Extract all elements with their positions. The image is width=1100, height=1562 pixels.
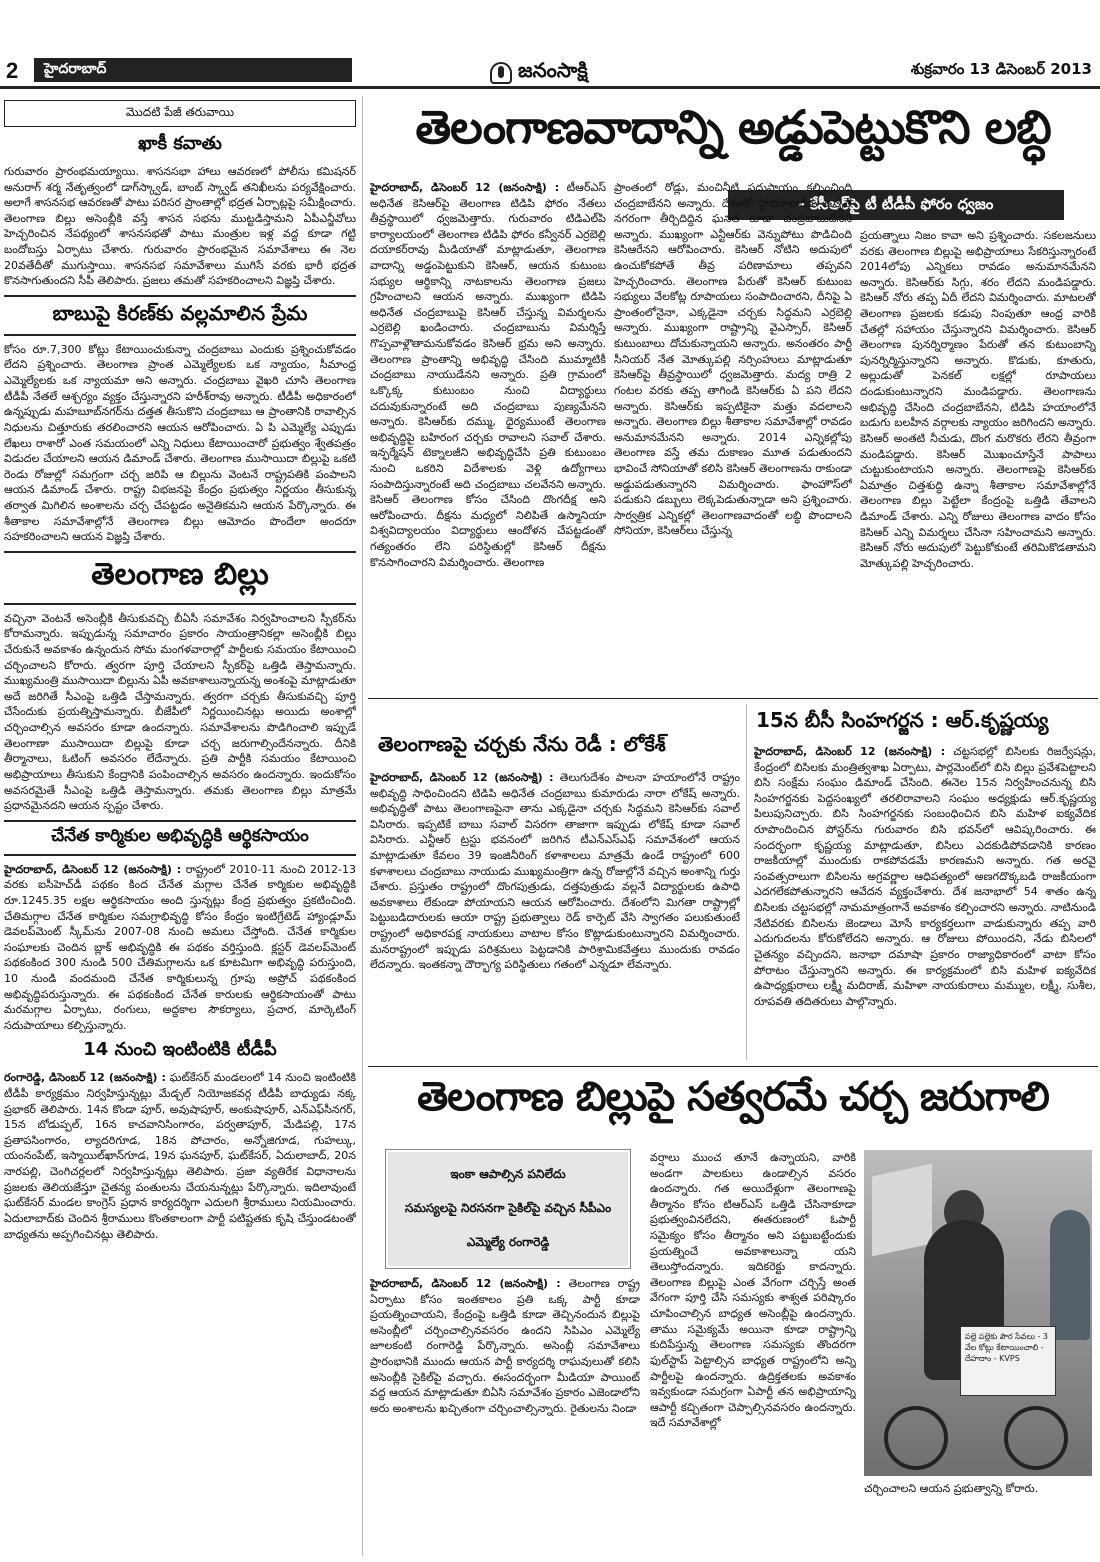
story-title: తెలంగాణపై చర్చకు నేను రెడీ : లోకేశ్ (378, 732, 666, 756)
bill-headline: తెలంగాణ బిల్లుపై సత్వరమే చర్చ జరుగాలి (417, 1074, 1049, 1120)
story-title: తెలంగాణ బిల్లు (4, 551, 356, 605)
column-divider (746, 704, 747, 1060)
story-body (370, 1276, 640, 1416)
story-body (370, 180, 606, 570)
story-text: రాష్ట్రంలో 2010-11 నుంచి 2012-13 వరకు ఐసీహెచ్‌డీ పథకం కింద చేనేత మగ్గాల చేనేత కార్మికుల అభివృద్ధికి రూ.1245.35 లక్షల ఆర్థికసాయం అంది స్తున్నట్లు కేంద్ర ప్రభుత్వం ప్రకటించింది. చేతిమగ్గాల చేనేత కార్మికుల సమగ్రాభివృద్ధి కోసం కేంద్రం ఇంటిగ్రేటెడ్ హ్యాండ్లూమ్ డెవలప్‌మెంట్ స్కీమ్‌ను 2007-08 నుంచి అమలు చేస్తోంది. చేనేత కార్మికుల సంఘాలకు చెందిన బ్లాక్ అభివృద్ధికి ఈ పథకం వర్తిస్తుంది. క్లస్టర్ డెవలప్‌మెంట్ పథకంకింద 300 నుండి 500 చేతిమగ్గాలను ఒక కూటమిగా అభివృద్ధి పరుస్తుంది, 10 నుండి వందమంది చేనేత కార్మికులున్న గ్రూపు అప్రోచ్ పథకంకింద అభివృద్ధిపరుస్తున్నారు. ఈ పథకంకింద చేనేత కారులకు ఆర్థికసాయంతో పాటు మరమగ్గాల ఏర్పాటు, రంగులు, అద్దకాల సౌకర్యాలు, ప్రచార, మార్కెటింగ్ సదుపాయాలు కల్పిస్తున్నారు. (4, 862, 356, 1032)
story-body: గురువారం ప్రారంభమయ్యాయి. శాసనసభా హాలు ఆవరణలో పోలీసు కమిషనర్ అనురాగ్ శర్మ నేతృత్వంలో డాగ్‌స్క్వాడ్, బాంబ్ స్క్వాడ్ తనిఖీలను పర్యవేక్షించారు. అలాగే శాసనసభ ఆవరణతో పాటు పరిసర ప్రాంతాల్లో భద్రత ఏర్పాట్లపై సమీక్షించారు. తెలంగాణ బిల్లు అసెంబ్లీకి వస్తే శాసన సభను ముట్టడిస్తామని ఏపీఎన్జీవోలు హెచ్చరించిన నేపథ్యంలో శాసనసభతో పాటు మంత్రుల ఇళ్ల వద్ద కూడా గట్టి బందోబస్తు ఏర్పాటు చేశారు. గురువారం ప్రారంభమైన సమావేశాలు ఈ నెల 20వతేదీతో ముగుస్తాయి. శాసనసభ సమావేశాలు ముగిసే వరకు భారీ భద్రత కొనసాగుతుందని సీపీ తెలిపారు. ప్రజలు తమతో సహకరించాలని విజ్ఞప్తి చేశారు. (4, 165, 356, 288)
officer-figure (1050, 1210, 1090, 1340)
news-photo (864, 1150, 1092, 1476)
section-rule (368, 1066, 1098, 1067)
story-body: వచ్చినా వెంటనే అసెంబ్లీకి తీసుకువచ్చి బీఏసీ సమావేశం నిర్వహించాలని స్పీకర్‌ను కోరామన్నారు. ఇప్పుడున్న సమాచారం ప్రకారం సాయంత్రానికల్లా అసెంబ్లీకి బిల్లు చేరుకునే అవకాశం ఉన్నందున సోమ మంగళవారాల్లో పార్టీలకు సమయం కేటాయించి చర్చించాలని కోరారు. త్వరగా పూర్తి చేయాలని స్పీకర్‌పై ఒత్తిడి తెస్తామన్నారు. ముఖ్యమంత్రి ముసాయిదా బిల్లును ఏపీ అవకాశాలున్నాయన్న అంశంపై మాట్లాడుతూ అదే జరిగితే సీఎంపై ఒత్తిడి చేస్తామన్నారు. త్వరగా చర్చకు తీసుకువచ్చి పూర్తి చేసేందుకు ప్రయత్నిస్తామన్నారు. బీజేపీలో నిర్ణయించినట్లు అయిదు అంశాల్లో చర్చించాల్సిన అవసరం కూడా ఉందన్నారు. సమావేశాలను పొడిగించాలి ఇప్పుడే తెలంగాణా ముసాయిదా బిల్లుపై కూడా చర్చ జరుగాల్సిందేనన్నారు. దీనికి తీర్మానాలు, ఓటింగ్ అవసరం లేదేన్నారు. ప్రతి పార్టీకి సమయం కేటాయించి అభిప్రాయాలు తీసుకుని కేంద్రానికి పంపించాల్సిన అవసరం ఉందన్నారు. ఇందుకోసం అవసరమైతే సీఎంపై ఒత్తిడి తెస్తామన్నారు. తమకు తెలంగాణ బిల్లు మాత్రమే ప్రధానమైనదని ఆయన స్పష్టం చేశారు. (4, 611, 356, 813)
story-text: ఘట్‌కేసర్ మండలంలో 14 నుంచి ఇంటింటికి టీడీపీ కార్యక్రమం నిర్వహిస్తున్నట్లు మేడ్చల్ నియోజకవర్గ టీడీపీ బాధ్యుడు నక్క ప్రభాకర్ తెలిపారు. 14న కొండా పూర్, అవుషాపూర్, అంకుషాపూర్, ఎన్ఎఫ్‌సీనగర్, 15న బోడుప్పల్, 16న కాచవానిసింగారం, పర్వతాపూర్, మేడిపల్లి, 17న ప్రతాపసింగారం, ల్యాదరిగూడ, 18న పోచారం, అన్నోజిగూడ, గుహల్కు, యంనంపేట్, ఇస్మాయిల్‌ఖాన్‌గూడ, 19న ఘనపూర్, ఘట్‌కేసర్, ఏదులాబాద్, 20న నారపల్లి, చెంగిచర్లలలో నిర్వహిస్తున్నట్లు తెలిపారు. ప్రజా వ్యతిరేక విధానాలను ప్రజలకు తెలియజేస్తూ చైతన్య పంతులను చేయనున్నట్లు పేర్కొన్నారు. ఇదిలావుంటే ఘట్‌కేసర్ మండల కాంగ్రెస్ ప్రధాన కార్యదర్శిగా ఎదులగి శ్రీరాములు నియమించారు. ఏదులాబాద్‌కు చెందిన శ్రీరాములు కొంతకాలంగా పార్టీ పటిష్టతకు కృషి చేస్తుండటంతో బాధ్యతను అప్పగించినట్లు తెలిపారు. (4, 1071, 356, 1241)
dateline: రంగారెడ్డి, డిసెంబర్ 12 (జనంసాక్షి) : (4, 1071, 166, 1085)
issue-date: శుక్రవారం 13 డిసెంబర్ 2013 (910, 60, 1092, 78)
lead-headline: తెలంగాణవాదాన్ని అడ్డుపెట్టుకొని లబ్ధి (415, 100, 1051, 154)
story-text: చట్టసభల్లో బిసిలకు రిజర్వేషన్లు, కేంద్రంలో బిసిలకు మంత్రిత్వశాఖ ఏర్పాటు, పార్లమెంట్‌లో బిసి బిల్లు ప్రవేశపెట్టాలని బిసి సంక్షేమ సంఘం డిమాండ్ చేసింది. ఈనెల 15న నిర్వహించనున్న బిసి సింహగర్జనకు పెద్దసంఖ్యలో తరలిరావాలని సంఘం అధ్యక్షుడు ఆర్.కృష్ణయ్య పిలుపునిచ్చారు. బిసి సింహగర్జనకు సంబంధించిన బిసి మహిళ ఐక్యవేదిక రూపొందించిన పోస్టర్‌ను గురువారం బిసి భవన్‌లో ఆవిష్కరించారు. ఈ సందర్భంగా కృష్ణయ్య మాట్లాడుతూ, బిసిలు ఎదకుడిపోవడానికి కారణం రాజకీయాల్లో ముందుకు రాకపోవడమే కారణమని అన్నారు. గత అరవై సంవత్సరాలుగా బిసిలను అగ్రవర్ణాల ఆధిపత్యంలో అణగదొక్కబడి రాజకీయంగా ఎదగలేకపోతున్నారని ఆవేదన వ్యక్తంచేశారు. దేశ జనాభాలో 54 శాతం ఉన్న బిసిలకు చట్టసభల్లో నామమాత్రంగానే అవకాశం కల్పించారని అన్నారు. నాటినుండి నేటివరకు బిసిలను జెండాలు మోసే కార్యకర్తలుగా వాడుకున్నారు తప్ప వారి ఎదుగుదలను కోరుకోలేదని అన్నారు. ఆ రోజులు పోయిందని, నేడు బిసిలలో చైతన్యం వచ్చిందని, జనాభా దమాషా ప్రకారం రాజ్యాధికారంలో వాటా కోసం పోరాటం చేస్తున్నారని అన్నారు. ఈ కార్యక్రమంలో బిసి మహిళ ఐక్యవేదిక ఉపాధ్యక్షురాలు లక్ష్మీ మదిరాజ్, మహిళా నాయకురాలు మమ్ముల, లక్ష్మీ, సుశీల, రూపవతి తదితరులు పాల్గొన్నారు. (754, 745, 1096, 1008)
continued-kicker: మొదటి పేజీ తరువాయి (4, 100, 356, 127)
pull-quote-line: ఇంకా ఆపాల్సిన పనిలేదు (450, 1166, 566, 1181)
story-title: చేనేత కార్మికుల అభివృద్ధికి ఆర్థికసాయం (4, 820, 356, 856)
dateline: హైదరాబాద్, డిసెంబర్ 12 (జనంసాక్షి) : (370, 771, 554, 784)
dateline: హైదరాబాద్, డిసెంబర్ 12 (జనంసాక్షి) : (754, 745, 946, 758)
story-body (754, 744, 1096, 1009)
dateline: హైదరాబాద్, డిసెంబర్ 12 (జనంసాక్షి) : (4, 862, 182, 876)
newspaper-logo (490, 58, 588, 87)
pull-quote-line: ఎమ్మెల్యే రంగారెడ్డి (466, 1234, 550, 1249)
story-text: తెలంగాణ రాష్ట్ర ఏర్పాటు కోసం ఇంతకాలం ప్రతి ఒక్క పార్టీ కూడా ప్రయత్నించాయని, కేంద్రంపై ఒత్తిడి కూడా తెచ్చినందున బిల్లుపై అసెంబ్లీలో చర్చించాల్సినవసరం ఉందని సిపిఎం ఎమ్మెల్యే జూలకంటి రంగారెడ్డి పేర్కొన్నారు. అసెంబ్లీ సమావేశాలు ప్రారంభానికి ముందు ఆయన పార్టీ కార్యదర్శి రాఘవులుతో కలిసి అసెంబ్లీకి సైకిల్‌పై వచ్చారు. ఈసందర్భంగా మీడియా పాయింట్ వద్ద ఆయన మాట్లాడుతూ బిఏసి సమావేశం ప్రకారం ఎజెండాలోని అరు అంశాలను ఖచ్చితంగా చర్చించాల్సిన్నారు. రైతులను నిండా (370, 1277, 640, 1415)
masthead (0, 0, 1100, 96)
dateline: హైదరాబాద్, డిసెంబర్ 12 (జనంసాక్షి) : (370, 1277, 561, 1290)
story-body: కోసం రూ.7,300 కోట్లు కేటాయించుకున్నా చంద్రబాబు ఎందుకు ప్రశ్నించుకోవడం లేదని ప్రశ్నించారు. తెలంగాణ ప్రాంత ఎమ్మెల్యేలకు ఒక న్యాయం, సీమాంధ్ర ఎమ్మెల్యేలకు ఒక న్యాయమా అని అన్నారు. చంద్రబాబు వైఖరి చూసి తెలంగాణ టీడీపీ నేతలే ఆశ్చర్యం వ్యక్తం చేస్తున్నారని హరీశ్‌రావు అన్నారు. టీడీపీ అధికారంలో ఉన్నప్పుడు మహబూబ్‌నగర్‌ను దత్తత తీసుకొని చంద్రబాబు ఆ ప్రాంతానికి రావాల్సిన నిధులను చిత్తూరుకు తరలించారని ఆయన ఆరోపించారు. ఏ పి ఎమ్మెల్యే ఎప్పుడు లేఖలు రాశారో ఎంత సమయంలో ఎన్ని నిధులు కేటాయించారో ప్రభుత్వం శ్వేతపత్రం విడుదల చేయాలని ఆయన డిమాండ్ చేశారు. తెలంగాణ ముసాయిదా బిల్లుపై ఒకటి రెండు రోజుల్లో సమగ్రంగా చర్చ జరిపి ఆ బిల్లును వెంటనే రాష్ట్రపతికి పంపాలని ఆయన డిమాండ్ చేశారు. రాష్ట్ర విభజనపై కేంద్రం ప్రభుత్వం నిర్ణయం తీసుకున్న తర్వాత మిగిలిన అంశాలను చర్చ చేపట్టడం అనైతికమని ఆయన పేర్కొన్నారు. ఈ శీతాకాల సమావేశాల్లోనే తెలంగాణ బిల్లు ఆమోదం పొందేలా అందరూ సహకరించాలని ఆయన విజ్ఞప్తి చేశారు. (4, 342, 356, 544)
story-text: తెలుగుదేశం పాలనా హయాంలోనే రాష్ట్రం అభివృద్ధి సాధించిందని టిడిపి అధినేత చంద్రబాబు కుమారుడు నారా లోకేష్ అన్నారు. అభివృద్ధితో పాటు తెలంగాణపైనా తాను ఎక్కడైనా చర్చకు సిద్ధమని కెసిఆర్‌కు సవాల్ విసిరారు. ఇప్పటికే బాబు సవాల్ విసరగా తాజాగా ఇప్పుడు లోకేష్ కూడా సవాల్ విసిరారు. ఎన్టీఆర్ ట్రస్టు భవనంలో జరిగిన టీఎన్ఎస్ఎఫ్ సమావేశంలో ఆయన మాట్లాడుతూ కేవలం 39 ఇంజినీరింగ్ కళాశాలలు మాత్రమే ఉండే రాష్ట్రంలో 600 కళాశాలలు చంద్రబాబు నాయుడు ముఖ్యమంత్రిగా ఉన్న రోజుల్లోనే వచ్చిన అంశాన్ని గుర్తు చేశారు. ప్రస్తుతం రాష్ట్రంలో దొంగపుత్రుడు, దత్తపుత్రుడు వల్లనే విద్యార్థులకు ఉపాధి అవకాశాలు లేకుండా పోయాయని ఆయన ఆరోపించారు. దేశంలోని మిగతా రాష్ట్రాల్లో పెట్టుబడిదారులకు ఆయా రాష్ట్ర ప్రభుత్వాలు రెడ్ కార్పెట్ వేసి స్వాగతం పలుకుతుంటే రాష్ట్రంలో అధికారపక్ష నాయకులు వాటాల కోసం కొట్లాడుకుంటున్నారని విమర్శించారు. మనరాష్ట్రంలో ఇప్పుడు పరిశ్రమలు పెట్టడానికి పారిశ్రామికవేత్తలు ముందుకు రావడం లేదన్నారు. ఇంతకన్నా దౌర్భాగ్య పరిస్థితులు గతంలో ఎన్నడూ లేవన్నారు. (370, 771, 740, 972)
pull-quote-box (386, 1150, 630, 1268)
lead-column-3 (860, 228, 1096, 694)
page-number: 2 (6, 58, 19, 83)
placard: పల్లె పల్లెకు పౌర సేవలు - 3 వేల కోట్లు కేటాయించాలి - దేహదాం - KVPS (960, 1326, 1056, 1396)
story-title: బాబుపై కిరణ్‌కు వల్లమాలిన ప్రేమ (4, 295, 356, 336)
torch-icon (490, 62, 512, 84)
story-title: 15న బీసీ సింహగర్జన : ఆర్.కృష్ణయ్య (756, 708, 1049, 732)
photo-caption: చర్చించాలని ఆయన ప్రభుత్వాన్ని కోరారు. (864, 1482, 1039, 1495)
story-body (4, 1070, 356, 1242)
krishnaiah-story (754, 744, 1096, 1060)
flag-icon (872, 1164, 932, 1257)
bill-column-1 (370, 1276, 640, 1556)
story-body: ప్రయత్నాలు నిజం కావా అని ప్రశ్నించారు. సకలజనులు వరకు తెలంగాణ బిల్లుపై అభిప్రాయాలు సేకరిస్తున్నారంటే 2014లోపు ఎన్నికలు రావడం అనుమానమేనని అన్నారు. కెసిఆర్‌కు సిగ్గు, శరం లేదని మండిపడ్డారు. కెసిఆర్ నోరు తప్ప ఏదీ లేదని విమర్శించారు. మాటలతో తెలంగాణ ప్రజలకు కడుపు నింపుతూ ఆంధ్ర వారికి చేతల్లో సహాయం చేస్తున్నారని విమర్శించారు. కెసిఆర్ తెలంగాణ పునర్నిర్మాణం పేరుతో తన కుటుంబాన్ని పునర్నిర్మిస్తున్నారని అన్నారు. కొడుకు, కూతురు, అల్లుడుతో పెనకల్ లక్షల్లో రూపాయలు దండుకుంటున్నారని మండిపడ్డారు. తెలంగాణను అభివృద్ధి చేసింది చంద్రబాబేనని, టిడిపి హయాంలోనే బడుగు బలహీన వర్గాలకు న్యాయం జరిగిందని అన్నారు. కెసిఆర్ అంతటి నీచుడు, దొంగ మరొకరు లేరని తీవ్రంగా మండిపడ్డారు. కెసిఆర్ మొఖంచూస్తేనే పాపాలు చుట్టుకుంటాయని అన్నారు. తెలంగాణపై కెసిఆర్‌కు ఏమాత్రం చిత్తశుద్ధి ఉన్నా శీతాకాల సమావేశాల్లోనే తెలంగాణ బిల్లు పెట్టేలా కేంద్రంపై ఒత్తిడి తేవాలని డిమాండ్ చేశారు. ఎన్ని రోజులు తెలంగాణ వాదం కోసం కెసిఆర్ ఎన్ని విమర్శలు చేసినా సహించామని అన్నారు. కెసిఆర్ నోరు అదుపులో పెట్టుకోకుంటే తరిమికొడతామని మోత్కుపల్లి హెచ్చరించారు. (860, 229, 1096, 570)
story-text: టీఆర్ఎస్ అధినేత కెసిఆర్‌పై తెలంగాణ టిడిపి ఫోరం నేతలు తీవ్రస్థాయిలో ధ్వజమెత్తారు. గురువారం టిడిఎల్‌పి కార్యాలయంలో తెలంగాణ టిడిపి ఫోరం కన్వీనర్ ఎర్రబెల్లి దయాకర్‌రావు మీడియాతో మాట్లాడుతూ, తెలంగాణ వాదాన్ని అడ్డంపెట్టుకుని కెసిఆర్, ఆయన కుటుంబ సభ్యుల ఆర్థికాన్ని నాటకాలను తెలంగాణ ప్రజలు గ్రహించాలని ఆయన అన్నారు. ముఖ్యంగా టిడిపి అధినేత చంద్రబాబుపై కెసిఆర్ చేస్తున్న విమర్శలను ఎర్రబెల్లి ఖండించారు. చంద్రబాబును విమర్శిస్తే గొప్పవాళ్లౌతామనుకోవడం కెసిఆర్ భ్రమ అని అన్నారు. తెలంగాణ ప్రాంతాన్ని అభివృద్ధి చేసింది ముమ్మాటికీ చంద్రబాబు నాయుడేనని అన్నారు. ప్రతి గ్రామంలో ఒక్కొక్క కుటుంబం నుంచి విద్యార్థులు చదువుకున్నారంటే అది చంద్రబాబు పుణ్యమేనని అన్నారు. కెసిఆర్‌కు దమ్ము, ధైర్యముంటే తెలంగాణ అభివృద్ధిపై బహిరంగ చర్చకు రావాలని సవాల్ చేశారు. ఇన్ఫర్మేషన్ టెక్నాలజీని అభివృద్ధిచేసి ప్రతి కుటుంబం నుంచి ఒకరిని విదేశాలకు వెళ్లి ఉద్యోగాలు సంపాదిస్తున్నారంటే అది చంద్రబాబు చలవేనని అన్నారు. కెసిఆర్ తెలంగాణ కోసం చేసింది దొంగదీక్ష అని ఆరోపించారు. దీక్షను మధ్యలో నిలిపితే ఉస్మానియా విశ్వవిద్యాలయం విద్యార్థులు ఆందోళన చేపట్టడంతో గత్యంతరం లేని పరిస్థితుల్లో కెసిఆర్ దీక్షను కొనసాగించారని విమర్శించారు. తెలంగాణ (370, 181, 606, 569)
bill-column-2 (650, 1150, 856, 1556)
story-body: వర్షాలు ముంచ తూనే ఉన్నాయని, వారికి అండగా పాలకులు ఉండాల్సిన వసరం ఉందన్నారు. గత అయిదేళ్లుగా తెలంగాణపై తీర్మానం కోసం టిఆర్ఎస్ ఒత్తిడి చేసినాకూడా ప్రభుత్వంవినలేదని, ఈతరుణంలో ఓపార్టీ సమైక్యం కోసం తీర్మానం అని పట్టుబట్టేందుకు ప్రయత్నించే అవకాశాలున్నా యని తెలుస్తోందన్నారు. ఇదికరెక్టు కాదన్నారు. తెలంగాణ బిల్లుపై ఎంత వేగంగా చర్చిస్తే అంత వేగంగా పూర్తి చేసి సమస్యకు శాశ్వత పరిష్కారం చూపించాల్సిన బాధ్యత అసెంబ్లీపై ఉందన్నారు. తాము సమైక్యమే అయినా కూడా రాష్ట్రాన్ని కుదిపేస్తున్న తెలంగాణ సమస్యకు తొందరగా ఫుల్‌స్టాప్ పెట్టాల్సిన బాధ్యత రాష్ట్రంలోని అన్ని పార్టీలపై ఉందన్నారు. ఉద్రిక్తతలకు అవకాశం ఇవ్వకుండా సమగ్రంగా ఏపార్టీ తన అభిప్రాయాన్ని ఆపార్టీ కచ్చితంగా చెప్పాల్సినవసరం ఉందన్నారు. ఇదే సమావేశాల్లో (650, 1151, 856, 1430)
masthead-rule (0, 86, 1100, 89)
logo-text: జనంసాక్షి (518, 58, 588, 82)
lead-tagline: - కేసీఆర్‌పై టీ టీడీపీ ఫోరం ధ్వజం (728, 190, 1064, 220)
story-title: 14 నుంచి ఇంటింటికి టీడీపీ (83, 1039, 277, 1061)
section-rule (368, 698, 1098, 699)
city-label: హైదరాబాద్ (34, 58, 352, 82)
lead-column-1 (370, 180, 606, 694)
dateline: హైదరాబాద్, డిసెంబర్ 12 (జనంసాక్షి) : (370, 181, 560, 194)
column-divider (362, 96, 363, 1556)
story-body: ప్రాంతంలో రోడ్లు, మంచినీటి సదుపాయం కల్పించింది చంద్రబాబేనని అన్నారు. దేశంలో హైదరాబాద్‌కు ఉన్నత నగరంగా తీర్చిదిద్దిన ఘనత కూడా చంద్రబాబుదేనని అన్నారు. ముఖ్యంగా ఎన్టీఆర్‌కు వెన్నుపోటు పొడిచింది కెసిఆరేనని ఆరోపించారు. కెసిఆర్ నోటిని అదుపులో ఉంచుకోకపోతే తీవ్ర పరిణామాలు తప్పవని హెచ్చరించారు. తెలంగాణ పేరుతో కెసిఆర్ కుటుంబ సభ్యులు వేలకోట్ల రూపాయలు సంపాదించారని, దీనిపై ఏ ప్రాంతంలోనైనా, ఎక్కడైనా చర్చకు సిద్ధమని ఎర్రబెల్లి అన్నారు. ముఖ్యంగా రాష్ట్రాన్ని వైఎస్సార్, కెసిఆర్ కుటుంబాలు దోచుకున్నాయని అన్నారు. అనంతరం పార్టీ సీనియర్ నేత మోత్కుపల్లి నర్సింహులు మాట్లాడుతూ కెసిఆర్‌పై తీవ్రస్థాయిలో ధ్వజమెత్తారు. మద్య రాత్రి 2 గంటల వరకు తప్ప తాగిండి కెసిఆర్‌కు ఏ పని లేదని అన్నారు. కెసిఆర్‌కు ఇప్పటికైనా మత్తు వదలాలని అన్నారు. తెలంగాణ బిల్లు శీతాకాల సమావేశాల్లో రావడం అనుమానమేనని అన్నారు. 2014 ఎన్నికల్లోపు తెలంగాణ వస్తే తమ దుకాణం మూత పడుతుందని భావించే సోనియాతో కలిసి కెసిఆర్ తెలంగాణను రాకుండా అడ్డుపడుతున్నారని విమర్శించారు. ఫాంహౌస్‌లో పడుకుని డబ్బులు లెక్కపెడుతున్నాడా అని ప్రశ్నించారు. సార్వత్రిక ఎన్నికల్లో తెలంగాణవాదంతో లబ్ధి పొందాలని సోనియా, కెసిఆర్‌లు చేస్తున్న (614, 181, 852, 538)
bicycle-wheel-icon (1004, 1406, 1068, 1470)
story-body (4, 862, 356, 1034)
pull-quote-line: సమస్యలపై నిరసనగా సైకిల్‌పై వచ్చిన సీపీఎం (404, 1200, 612, 1215)
story-title: ఖాకీ కవాతు (138, 133, 222, 154)
bicycle-wheel-icon (884, 1406, 948, 1470)
left-column (4, 100, 356, 1550)
story-body (370, 770, 740, 973)
lead-column-2 (614, 180, 852, 694)
lokesh-story (370, 770, 740, 1060)
